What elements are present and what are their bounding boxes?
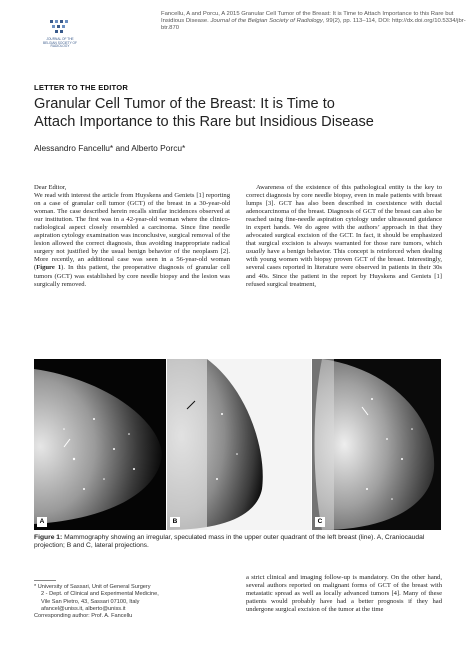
paragraph: a strict clinical and imaging follow-up is mandatory. On the other hand, several authors reported on malignant forms of GCT of the breast with metastatic spread as well as locally advanced tumors [4]. Many of these patients would probably have had a better prognosis if they had undergone surgical excision of the tumor at the time	[246, 574, 442, 614]
header-citation	[161, 11, 466, 33]
caption-text: Mammography showing an irregular, speculated mass in the upper outer quadrant of the left breast (line). A, Craniocaudal projection; B and C, lateral projections.	[34, 534, 425, 550]
paragraph-text: We read with interest the article from Huyskens and Geniets [1] reporting on a case of granular cell tumor (GCT) of the breast in a 30-year-old woman. The case described herein recalls similar incidences observed at our institution. The first was in a 42-year-old woman where the clinico-radiological aspect closely resembled a carcinoma. Since fine needle aspiration cytology examination was inconclusive, surgical removal of the lesion allowed the correct diagnosis, thus avoiding inappropriate radical surgery not justified by the usual benign behavior of the neoplasm [2]. More recently, an additional case was seen in a 56-year-old woman (	[34, 192, 230, 272]
body-column-1	[34, 184, 230, 289]
article-title	[34, 96, 454, 131]
footnotes	[34, 584, 220, 620]
affiliation-line: Vile San Pietro, 43, Sassari 07100, Italy	[41, 598, 140, 605]
citation-tail[interactable]: , 99(2), pp. 113–114, DOI: http://dx.doi.org/10.5334/jbr-btr.870	[161, 18, 466, 32]
paragraph	[34, 192, 230, 289]
author-emails[interactable]: afancel@uniss.it, alberto@uniss.it	[41, 605, 126, 612]
citation-journal: Journal of the Belgian Society of Radiology	[210, 18, 323, 25]
title-line-1: Granular Cell Tumor of the Breast: It is Time to	[34, 96, 335, 112]
affiliation-line: * University of Sassari, Unit of General Surgery	[34, 584, 151, 590]
section-label: LETTER TO THE EDITOR	[34, 83, 129, 92]
mammogram-panel-b	[167, 359, 311, 530]
journal-logo-text: JOURNAL OF THE BELGIAN SOCIETY OF RADIOLOGY	[43, 37, 77, 49]
caption-label: Figure 1:	[34, 534, 63, 541]
mammogram-panel-a	[34, 359, 166, 530]
paragraph	[246, 184, 442, 289]
paragraph-text: ). In this patient, the preoperative diagnosis of granular cell tumors (GCT) was established by core needle biopsy and the lesion was surgically removed.	[34, 264, 230, 288]
figure-reference: Figure 1	[36, 264, 62, 272]
panel-label-a: A	[37, 517, 47, 527]
affiliation-line: 2 - Dept. of Clinical and Experimental Medicine,	[41, 591, 159, 598]
panel-label-b: B	[170, 517, 180, 527]
body-column-2	[246, 184, 442, 289]
paragraph-text: Awareness of the existence of this pathological entity is the key to correct diagnosis by core needle biopsy, even in male patients with breast lumps [3]. GCT has also been described in coexistence with ductal adenocarcinoma of the breast. Diagnosis of GCT of the breast can also be reached using fine-needle aspiration cytology under ultrasound guidance in expert hands. We do agree with the authors’ approach in that they advocated surgical excision of the GCT. In fact, it should be emphasized that surgical excision is always warranted for those rare tumors, which	[246, 184, 442, 248]
panel-label-c: C	[315, 517, 325, 527]
salutation: Dear Editor,	[34, 184, 67, 191]
body-column-3	[246, 574, 442, 614]
figure-caption	[34, 534, 444, 550]
mammogram-panel-c	[312, 359, 441, 530]
footnote-rule	[34, 580, 56, 581]
authors: Alessandro Fancellu* and Alberto Porcu*	[34, 143, 186, 153]
emphasis: usually	[246, 248, 266, 256]
citation-text: Fancellu, A and Porcu, A 2015 Granular Cell Tumor of the Breast: It is Time to Attach Importance to this Rare but Insidious Disease.	[161, 11, 454, 25]
title-line-2: Attach Importance to this Rare but Insidious Disease	[34, 113, 374, 130]
paragraph-text: have a benign behavior. This concept is reinforced when dealing with young women with biopsy proven GCT of the breast. Interestingly, several cases reported in literature were observed in patients in their 30s and 40s. Since the patient in the report by Huyskens and Geniets [1] refused surgical treatment,	[246, 248, 442, 288]
corresponding-author: Corresponding author: Prof. A. Fancellu	[34, 613, 133, 620]
